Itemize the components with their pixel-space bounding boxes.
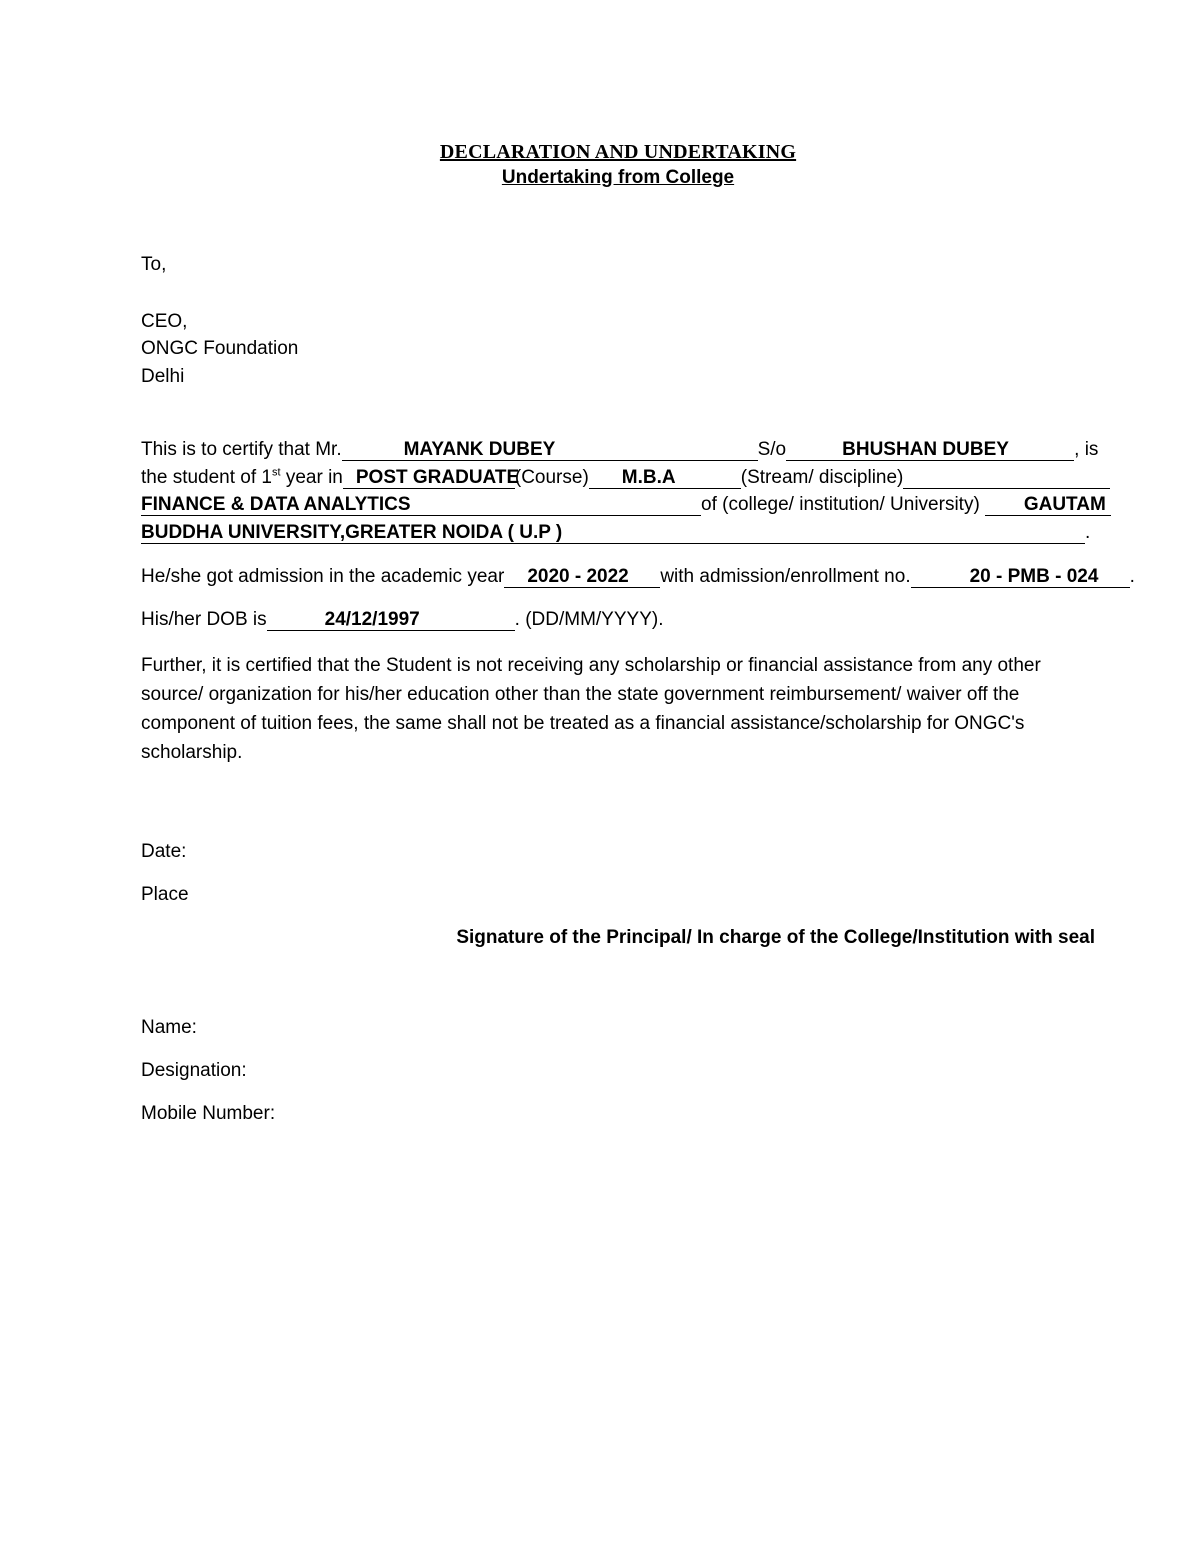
mobile-number-label: Mobile Number: (141, 1103, 276, 1124)
further-paragraph: Further, it is certified that the Student is not receiving any scholarship or financial assistance from any other source/ organization for his/her education other than the state government reimbursement/ waiver off the component of tuition fees, the same shall not be treated as a financial assistance/scholarship for ONGC's scholarship. (141, 655, 1041, 763)
admission-intro: He/she got admission in the academic year (141, 566, 505, 587)
course-field (343, 467, 520, 489)
academic-year-value: 2020 - 2022 (527, 566, 629, 587)
father-name-value: BHUSHAN DUBEY (842, 439, 1009, 460)
certify-line-2 (141, 466, 1110, 490)
certify-intro: This is to certify that Mr. (141, 439, 342, 460)
address-line-3: Delhi (141, 366, 185, 387)
enrollment-value: 20 - PMB - 024 (969, 566, 1099, 587)
enrollment-label: with admission/enrollment no. (660, 566, 911, 587)
course-label: (Course) (514, 467, 589, 488)
address-to: To, (141, 254, 167, 275)
specialization-value: FINANCE & DATA ANALYTICS (141, 494, 411, 515)
place-label: Place (141, 884, 189, 905)
stream-value: M.B.A (621, 467, 676, 488)
signature-label: Signature of the Principal/ In charge of the College/Institution with seal (456, 927, 1095, 948)
college-label: of (college/ institution/ University) (701, 494, 980, 515)
student-of-text: the student of 1 (141, 467, 272, 488)
university-value-part2: BUDDHA UNIVERSITY,GREATER NOIDA ( U.P ) (141, 522, 563, 543)
course-value: POST GRADUATE (355, 467, 520, 488)
student-name-field (342, 440, 758, 461)
specialization-field (141, 495, 701, 516)
document-title: DECLARATION AND UNDERTAKING (439, 141, 797, 163)
document-subtitle: Undertaking from College (501, 167, 735, 188)
enrollment-field (911, 567, 1130, 588)
student-name-value: MAYANK DUBEY (403, 439, 556, 460)
dob-value: 24/12/1997 (324, 609, 420, 630)
name-label: Name: (141, 1017, 197, 1038)
dob-intro: His/her DOB is (141, 609, 267, 630)
year-in-text: year in (280, 467, 343, 488)
date-label: Date: (141, 841, 187, 862)
period-2: . (1129, 566, 1135, 587)
dob-line (141, 608, 663, 632)
certify-line-1 (141, 438, 1098, 462)
stream-label: (Stream/ discipline) (740, 467, 904, 488)
dob-format: . (DD/MM/YYYY). (514, 609, 664, 630)
certify-line-3 (141, 493, 1111, 517)
so-label: S/o (757, 439, 787, 460)
father-name-field (786, 440, 1074, 461)
period-1: . (1085, 522, 1091, 543)
is-label: , is (1074, 439, 1099, 460)
dob-field (267, 610, 515, 631)
address-line-1: CEO, (141, 311, 188, 332)
address-line-2: ONGC Foundation (141, 338, 299, 359)
university-field-part1 (985, 495, 1111, 516)
university-field-part2 (141, 523, 1085, 544)
ordinal-suffix: st (272, 466, 281, 479)
designation-label: Designation: (141, 1060, 247, 1081)
university-value-part1: GAUTAM (1023, 494, 1106, 515)
stream-blank-field (903, 468, 1110, 489)
stream-field (589, 468, 741, 489)
certify-line-4 (141, 521, 1090, 545)
admission-line (141, 565, 1135, 589)
academic-year-field (504, 567, 660, 588)
